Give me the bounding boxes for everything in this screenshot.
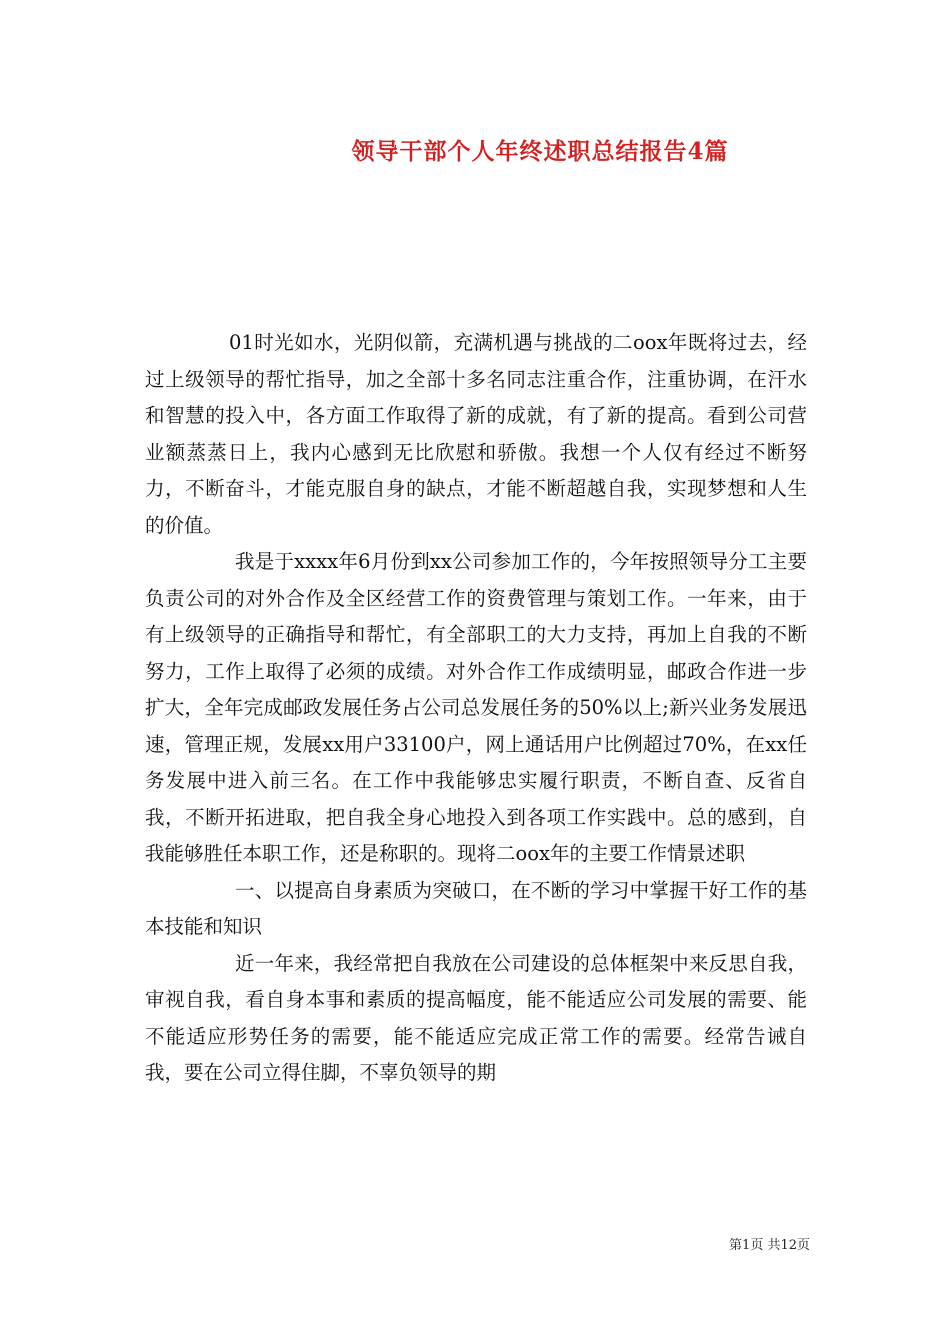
document-title: 领导干部个人年终述职总结报告4篇 xyxy=(351,138,729,165)
section-heading: 一、以提高自身素质为突破口，在不断的学习中掌握干好工作的基本技能和知识 xyxy=(145,878,807,938)
document-body xyxy=(145,325,807,1092)
page-number-footer: 第1页 共12页 xyxy=(729,1238,810,1253)
paragraph-work-summary: 我是于xxxx年6月份到xx公司参加工作的，今年按照领导分工主要负责公司的对外合作及全区经营工作的资费管理与策划工作。一年来，由于有上级领导的正确指导和帮忙，有全部职工的大力支持，再加上自我的不断努力，工作上取得了必须的成绩。对外合作工作成绩明显，邮政合作进一步扩大，全年完成邮政发展任务占公司总发展任务的50%以上;新兴业务发展迅速，管理正规，发展xx用户33100户，网上通话用户比例超过70%，在xx任务发展中进入前三名。在工作中我能够忠实履行职责，不断自查、反省自我，不断开拓进取，把自我全身心地投入到各项工作实践中。总的感到，自我能够胜任本职工作，还是称职的。现将二oox年的主要工作情景述职 xyxy=(145,550,807,865)
paragraph-self-reflection: 近一年来，我经常把自我放在公司建设的总体框架中来反思自我，审视自我，看自身本事和素质的提高幅度，能不能适应公司发展的需要、能不能适应形势任务的需要，能不能适应完成正常工作的需要。经常告诫自我，要在公司立得住脚，不辜负领导的期 xyxy=(145,951,807,1084)
paragraph-intro: 01时光如水，光阴似箭，充满机遇与挑战的二oox年既将过去，经过上级领导的帮忙指导，加之全部十多名同志注重合作，注重协调，在汗水和智慧的投入中，各方面工作取得了新的成就，有了新的提高。看到公司营业额蒸蒸日上，我内心感到无比欣慰和骄傲。我想一个人仅有经过不断努力，不断奋斗，才能克服自身的缺点，才能不断超越自我，实现梦想和人生的价值。 xyxy=(145,331,807,537)
